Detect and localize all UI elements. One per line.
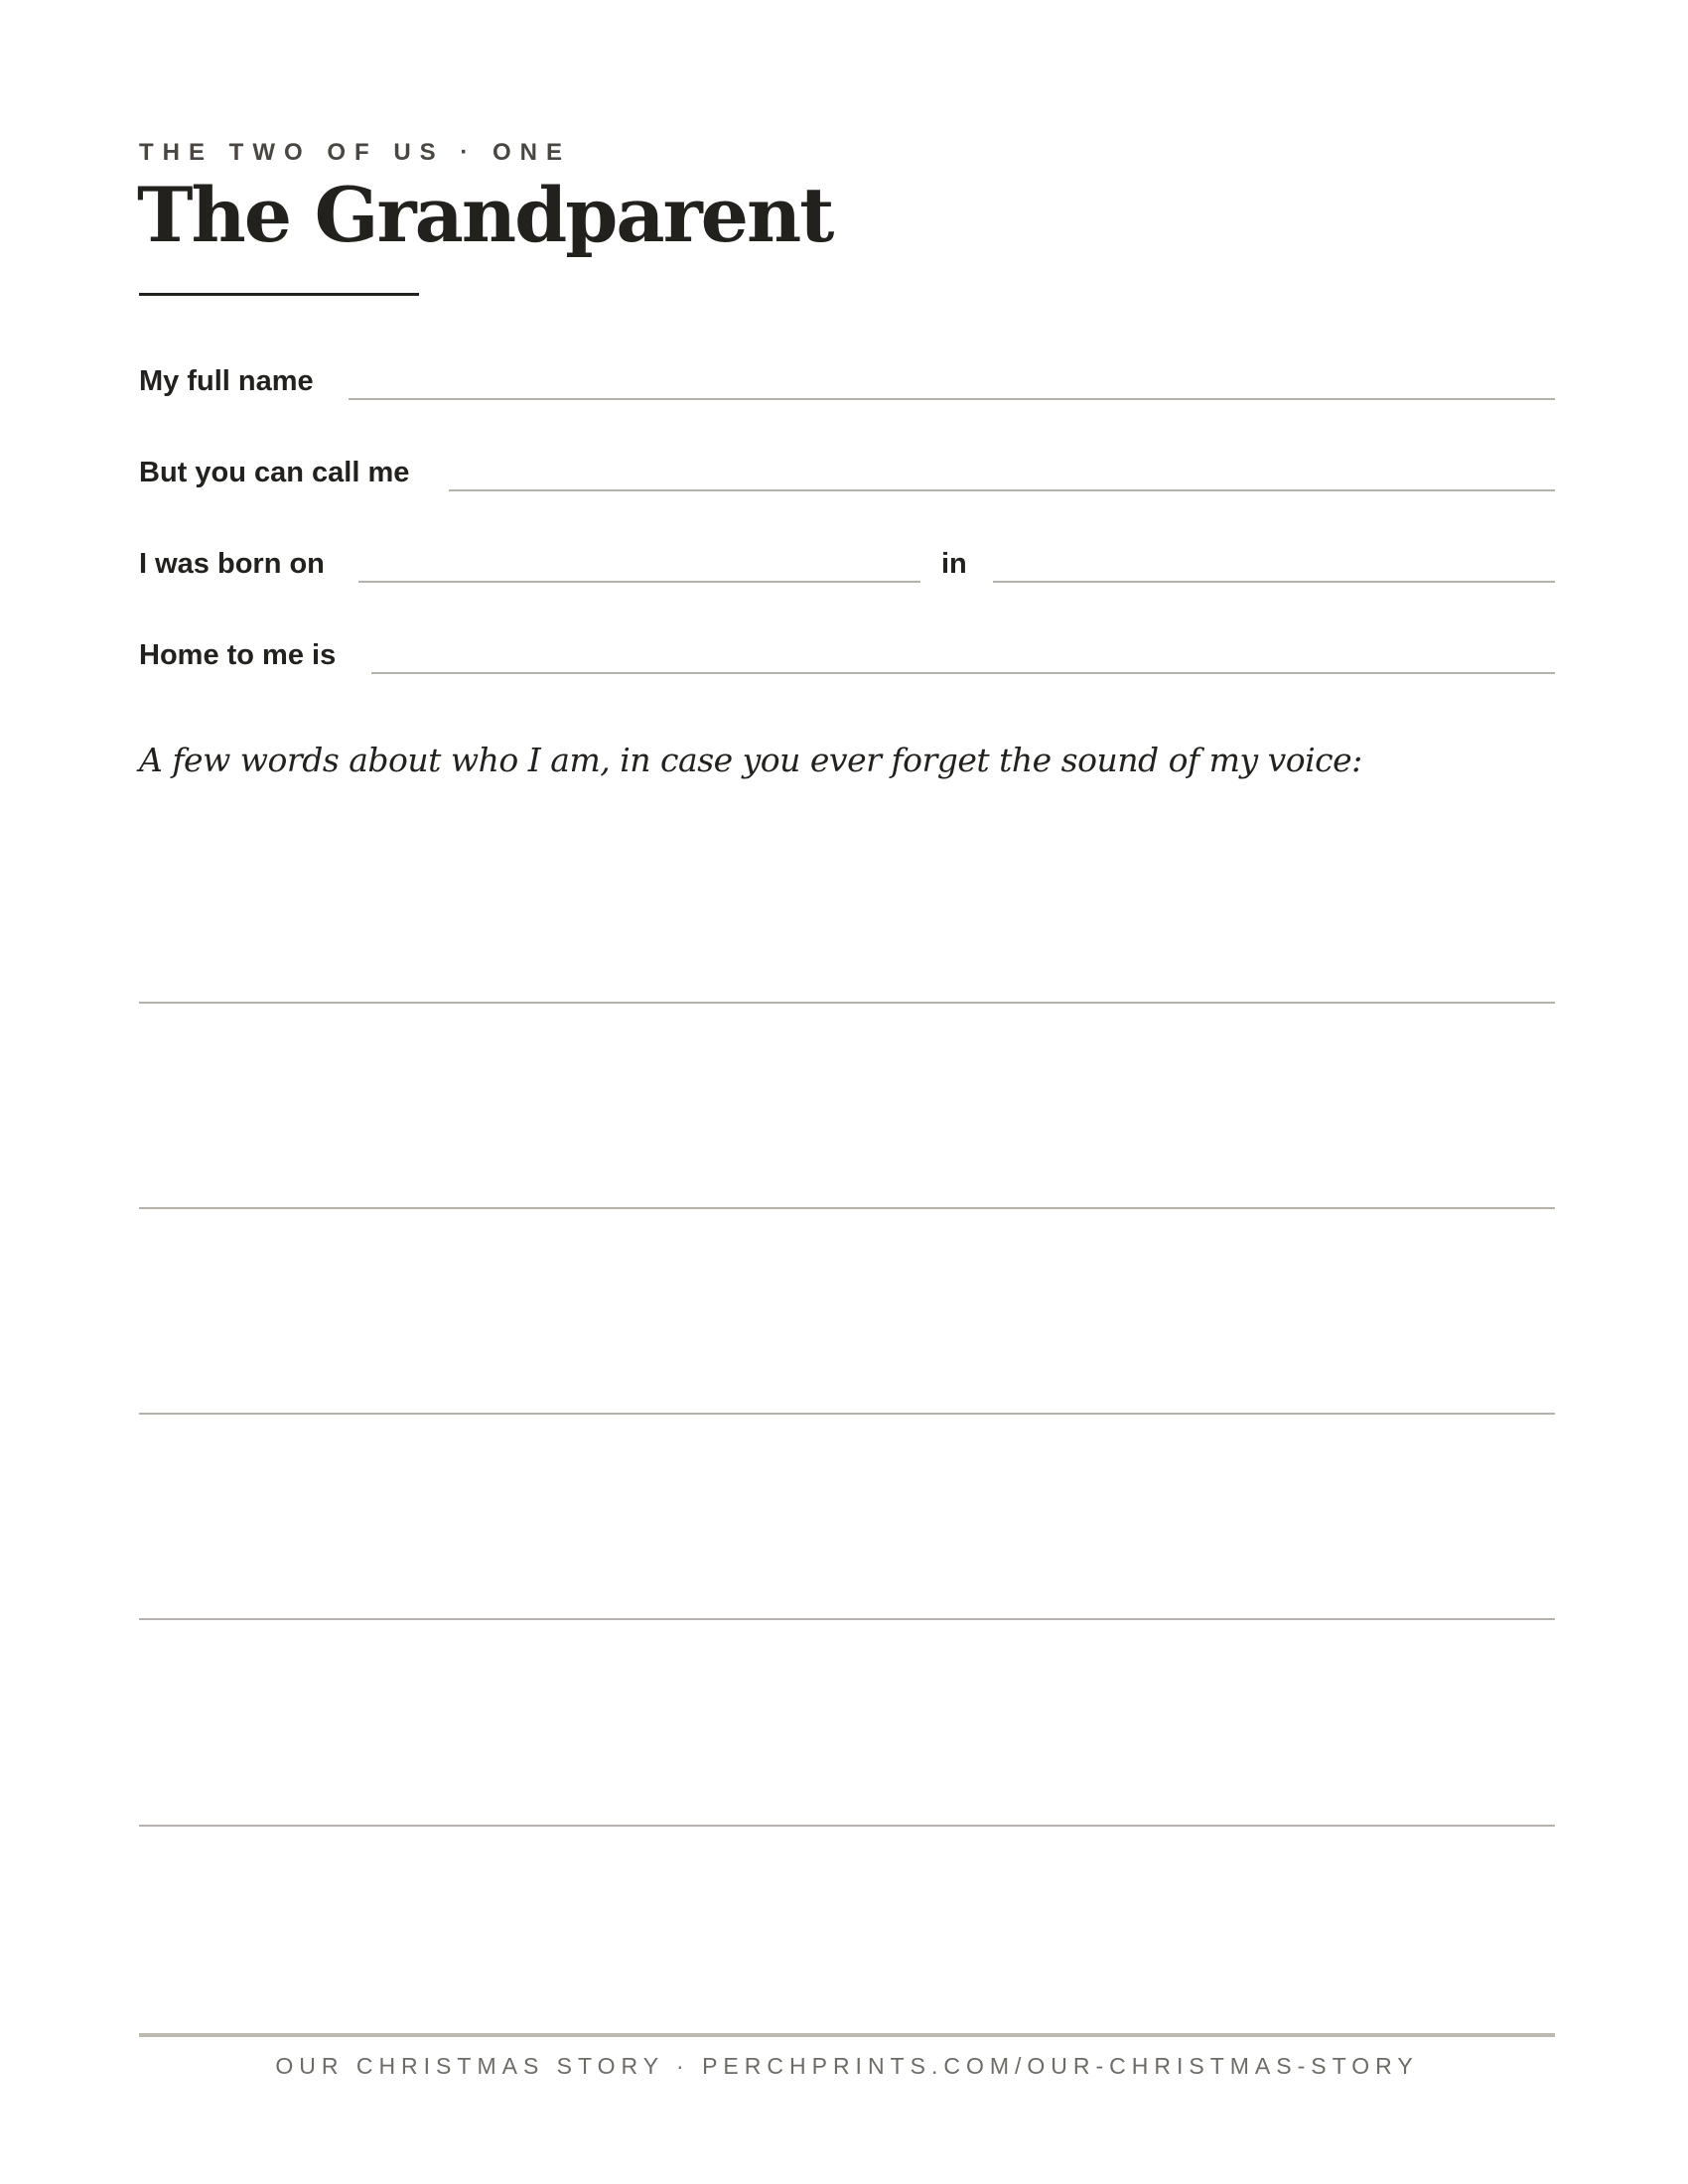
call-me-row <box>139 451 1555 494</box>
call-me-label: But you can call me <box>139 457 410 488</box>
writing-line[interactable] <box>139 1618 1555 1620</box>
home-row <box>139 633 1555 677</box>
writing-line[interactable] <box>139 1413 1555 1415</box>
home-label: Home to me is <box>139 639 337 671</box>
born-in-label: in <box>941 548 967 580</box>
writing-line[interactable] <box>139 1825 1555 1827</box>
writing-line[interactable] <box>139 1207 1555 1209</box>
born-on-label: I was born on <box>139 548 325 580</box>
full-name-line[interactable] <box>349 398 1555 400</box>
born-in-line[interactable] <box>993 581 1555 583</box>
footer-text: OUR CHRISTMAS STORY · PERCHPRINTS.COM/OUR-CHRISTMAS-STORY <box>275 2053 1419 2079</box>
full-name-row <box>139 359 1555 403</box>
born-row <box>139 542 1555 586</box>
title-underline <box>139 293 419 296</box>
section-kicker: THE TWO OF US · ONE <box>139 139 571 166</box>
call-me-line[interactable] <box>449 489 1555 491</box>
writing-prompt: A few words about who I am, in case you ever forget the sound of my voice: <box>139 741 1362 779</box>
full-name-label: My full name <box>139 365 314 397</box>
writing-line[interactable] <box>139 1002 1555 1004</box>
born-on-line[interactable] <box>358 581 920 583</box>
footer-divider <box>139 2033 1555 2037</box>
home-line[interactable] <box>371 672 1555 674</box>
page-title: The Grandparent <box>137 171 833 259</box>
